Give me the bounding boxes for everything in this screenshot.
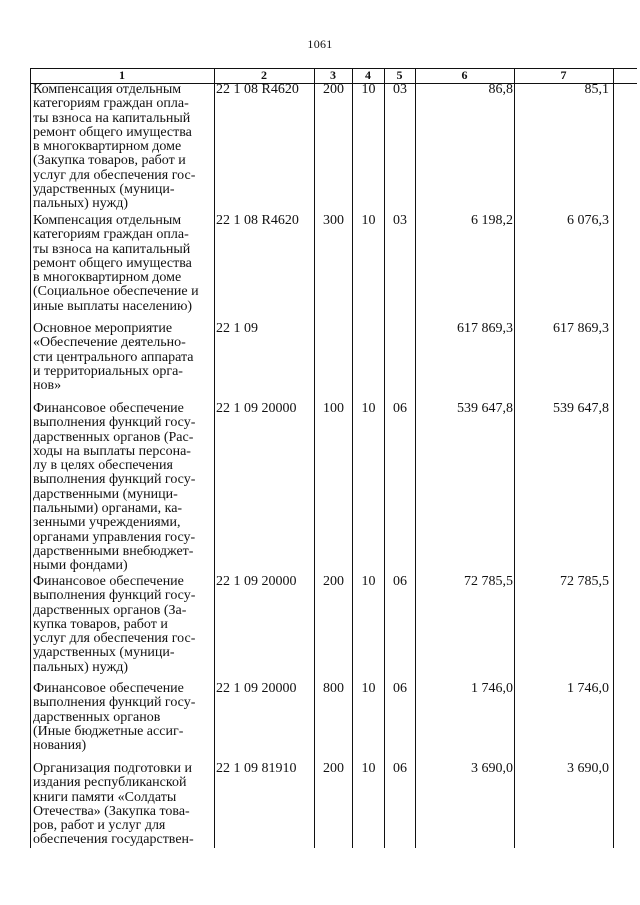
expense-name: Компенсация отдельным категориям граждан опла- ты взноса на капитальный ремонт общего имущества в многоквартирном доме (Социальное обеспечение и иные выплаты населению): [33, 213, 199, 314]
amount-column-7: 72 785,5: [560, 574, 609, 589]
column-divider: [30, 68, 31, 848]
section-code: 10: [361, 574, 376, 589]
amount-column-7: 6 076,3: [567, 213, 609, 228]
expense-type-code: 200: [323, 82, 344, 97]
expense-name: Финансовое обеспечение выполнения функций госу- дарственных органов (За- купка товаров, работ и услуг для обеспечения гос- ударственных (муници- пальных) нужд): [33, 574, 196, 675]
page-number: 1061: [307, 37, 333, 51]
amount-column-6: 617 869,3: [457, 321, 513, 336]
target-article-code: 22 1 09 81910: [216, 761, 297, 776]
budget-table: [30, 68, 637, 848]
expense-name: Финансовое обеспечение выполнения функций госу- дарственных органов (Иные бюджетные ассиг- нования): [33, 681, 196, 754]
section-code: 10: [361, 82, 376, 97]
expense-name: Финансовое обеспечение выполнения функций госу- дарственных органов (Рас- ходы на выплаты персона- лу в целях обеспечения выполнения функций госу- дарственными (муници- пальными) органами, ка- зенными учреждениями, органами управления госу- дарственными внебюджет- ными фондами): [33, 401, 196, 574]
amount-column-7: 3 690,0: [567, 761, 609, 776]
column-header: 5: [396, 68, 403, 82]
amount-column-6: 72 785,5: [464, 574, 513, 589]
target-article-code: 22 1 08 R4620: [216, 82, 299, 97]
column-divider: [415, 68, 416, 848]
subsection-code: 06: [393, 761, 407, 776]
table-header: [30, 68, 637, 83]
section-code: 10: [361, 761, 376, 776]
column-header: 4: [365, 68, 371, 82]
amount-column-6: 6 198,2: [471, 213, 513, 228]
column-header: 1: [119, 68, 125, 82]
column-header: 2: [261, 68, 267, 82]
subsection-code: 06: [393, 574, 407, 589]
column-divider: [613, 68, 614, 848]
column-header: 3: [330, 68, 336, 82]
target-article-code: 22 1 09 20000: [216, 401, 297, 416]
column-divider: [214, 68, 215, 848]
expense-name: Основное мероприятие «Обеспечение деятельно- сти центрального аппарата и территориальных орга- нов»: [33, 321, 194, 394]
subsection-code: 06: [393, 681, 407, 696]
column-divider: [514, 68, 515, 848]
target-article-code: 22 1 09 20000: [216, 574, 297, 589]
column-header: 6: [461, 68, 468, 82]
column-divider: [352, 68, 353, 848]
amount-column-7: 617 869,3: [553, 321, 609, 336]
column-divider: [314, 68, 315, 848]
section-code: 10: [361, 401, 376, 416]
expense-type-code: 300: [323, 213, 344, 228]
expense-name: Компенсация отдельным категориям граждан опла- ты взноса на капитальный ремонт общего имущества в многоквартирном доме (Закупка товаров, работ и услуг для обеспечения гос- ударственных (муници- пальных) нужд): [33, 82, 196, 212]
subsection-code: 06: [393, 401, 407, 416]
expense-type-code: 800: [323, 681, 344, 696]
subsection-code: 03: [393, 213, 407, 228]
expense-type-code: 100: [323, 401, 344, 416]
target-article-code: 22 1 09 20000: [216, 681, 297, 696]
amount-column-7: 539 647,8: [553, 401, 609, 416]
amount-column-7: 85,1: [584, 82, 609, 97]
target-article-code: 22 1 09: [216, 321, 258, 336]
target-article-code: 22 1 08 R4620: [216, 213, 299, 228]
section-code: 10: [361, 213, 376, 228]
amount-column-6: 539 647,8: [457, 401, 513, 416]
section-code: 10: [361, 681, 376, 696]
amount-column-6: 1 746,0: [471, 681, 513, 696]
subsection-code: 03: [393, 82, 407, 97]
amount-column-7: 1 746,0: [567, 681, 609, 696]
column-divider: [384, 68, 385, 848]
expense-name: Организация подготовки и издания республиканской книги памяти «Солдаты Отечества» (Закупка това- ров, работ и услуг для обеспечения государствен-: [33, 761, 194, 848]
amount-column-6: 86,8: [488, 82, 513, 97]
expense-type-code: 200: [323, 574, 344, 589]
column-header: 7: [560, 68, 567, 82]
amount-column-6: 3 690,0: [471, 761, 513, 776]
expense-type-code: 200: [323, 761, 344, 776]
